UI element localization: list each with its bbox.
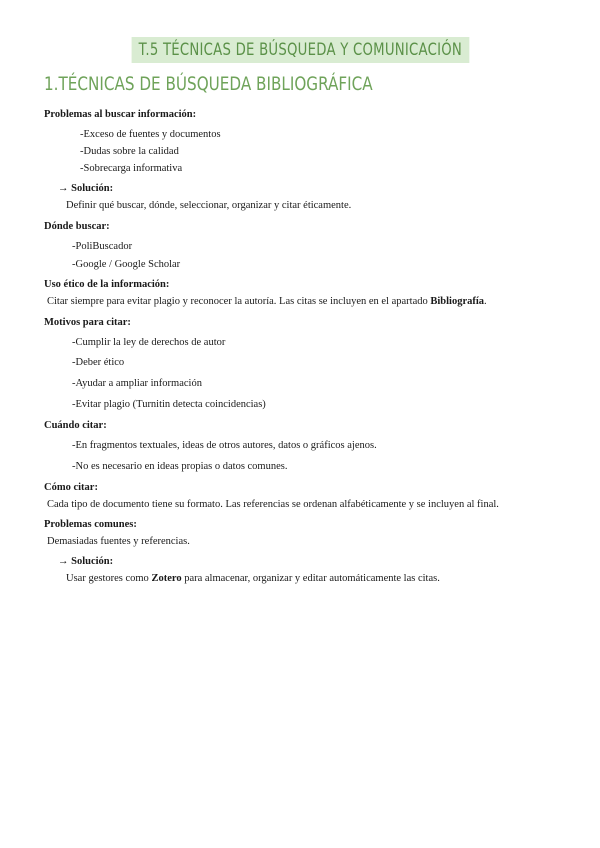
solucion-label: → Solución: [58, 183, 114, 194]
motivos-item: -Evitar plagio (Turnitin detecta coincidencias) [72, 399, 266, 410]
page-title: T.5 TÉCNICAS DE BÚSQUEDA Y COMUNICACIÓN [131, 37, 469, 63]
uso-text-body: Citar siempre para evitar plagio y reconocer la autoría. Las citas se incluyen en el apartado [47, 296, 431, 307]
uso-heading: Uso ético de la información: [44, 279, 170, 290]
solucion-text [66, 572, 440, 586]
comunes-heading: Problemas comunes: [44, 519, 137, 530]
motivos-item: -Ayudar a ampliar información [72, 378, 202, 389]
problemas-heading: Problemas al buscar información: [44, 109, 197, 120]
uso-text-end: . [484, 296, 487, 307]
motivos-item: -Deber ético [72, 357, 125, 368]
donde-item: -Google / Google Scholar [72, 259, 181, 270]
title-container [0, 37, 600, 63]
problemas-item: -Dudas sobre la calidad [80, 146, 179, 157]
cuando-item: -No es necesario en ideas propias o datos comunes. [72, 461, 288, 472]
como-heading: Cómo citar: [44, 482, 98, 493]
zotero-term: Zotero [151, 573, 182, 584]
como-text: Cada tipo de documento tiene su formato. Las referencias se ordenan alfabéticamente y se incluyen al final. [47, 499, 499, 510]
motivos-item: -Cumplir la ley de derechos de autor [72, 337, 226, 348]
solucion-text-pre: Usar gestores como [66, 573, 152, 584]
solucion-text: Definir qué buscar, dónde, seleccionar, organizar y citar éticamente. [66, 200, 352, 211]
cuando-heading: Cuándo citar: [44, 420, 107, 431]
section-title: 1.TÉCNICAS DE BÚSQUEDA BIBLIOGRÁFICA [44, 73, 373, 95]
solucion-label: → Solución: [58, 556, 114, 567]
cuando-item: -En fragmentos textuales, ideas de otros autores, datos o gráficos ajenos. [72, 440, 377, 451]
bibliografia-term: Bibliografía [430, 296, 485, 307]
donde-heading: Dónde buscar: [44, 221, 110, 232]
problemas-item: -Exceso de fuentes y documentos [80, 129, 221, 140]
uso-text [47, 295, 487, 309]
donde-item: -PoliBuscador [72, 241, 133, 252]
comunes-text: Demasiadas fuentes y referencias. [47, 536, 190, 547]
problemas-item: -Sobrecarga informativa [80, 163, 183, 174]
motivos-heading: Motivos para citar: [44, 317, 131, 328]
solucion-text-post: para almacenar, organizar y editar automáticamente las citas. [181, 573, 440, 584]
